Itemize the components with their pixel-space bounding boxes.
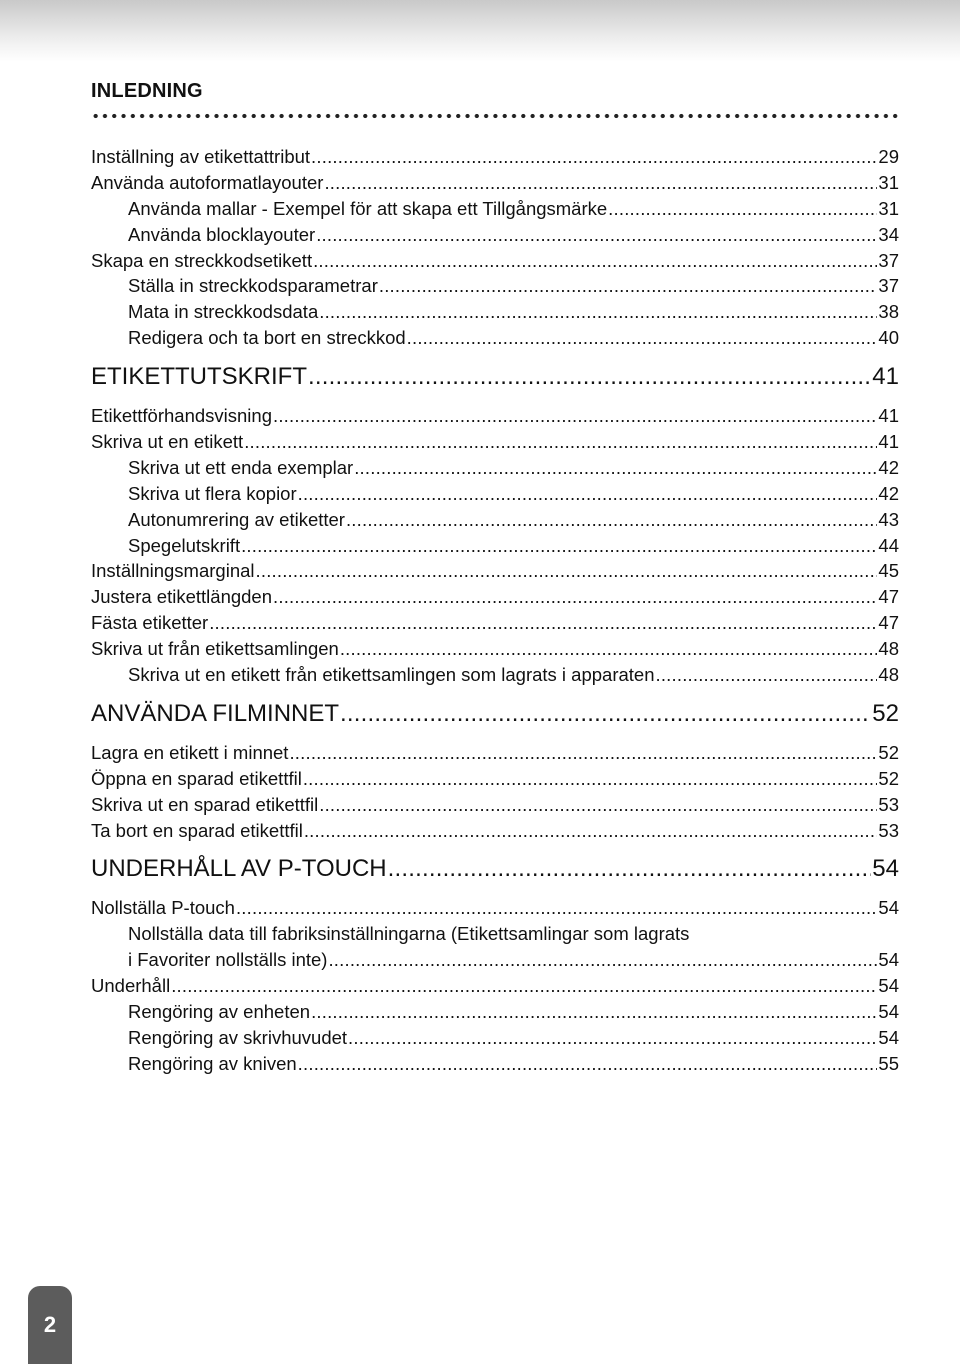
dot-leader	[273, 584, 877, 610]
dot-leader	[308, 359, 871, 395]
dot-leader	[171, 973, 877, 999]
toc-entry-title: Rengöring av enheten	[128, 1001, 311, 1023]
toc-page-number: 41	[872, 363, 899, 391]
toc-entry-title: Redigera och ta bort en streckkod	[128, 327, 406, 349]
dot-leader	[656, 662, 878, 688]
dot-leader	[311, 999, 877, 1025]
toc-entry-title: Nollställa data till fabriksinställningarna (Etikettsamlingar som lagrats	[128, 923, 690, 945]
toc-entry-title: Använda mallar - Exempel för att skapa ett Tillgångsmärke	[128, 197, 608, 219]
toc-page-number: 55	[878, 1052, 899, 1074]
toc-entry[interactable]	[91, 533, 899, 559]
dot-leader	[340, 696, 871, 732]
toc-entry[interactable]	[91, 792, 899, 818]
toc-entry[interactable]	[91, 740, 899, 766]
toc-entry-title: Rengöring av skrivhuvudet	[128, 1027, 348, 1049]
toc-page-number: 42	[878, 482, 899, 504]
toc-entry[interactable]	[91, 403, 899, 429]
toc-page-number: 54	[878, 1001, 899, 1023]
dot-leader	[241, 533, 877, 559]
toc-entry-title: UNDERHÅLL AV P-TOUCH	[91, 855, 387, 883]
toc-entry-title: Fästa etiketter	[91, 612, 209, 634]
toc-entry[interactable]	[91, 636, 899, 662]
toc-page-number: 52	[878, 741, 899, 763]
toc-page-number: 37	[878, 275, 899, 297]
toc-entry[interactable]	[91, 973, 899, 999]
toc-entry-title: Rengöring av kniven	[128, 1052, 297, 1074]
toc-page-number: 47	[878, 586, 899, 608]
toc-entry-title: Inställning av etikettattribut	[91, 146, 311, 167]
toc-entry-title: Skriva ut flera kopior	[128, 482, 297, 504]
toc-page-number: 48	[878, 664, 899, 686]
dot-leader	[328, 947, 877, 973]
toc-entry[interactable]	[91, 273, 899, 299]
toc-entry-title: Använda blocklayouter	[128, 223, 316, 245]
toc-entry-title: Lagra en etikett i minnet	[91, 741, 289, 763]
dot-leader	[313, 248, 877, 274]
toc-page-number: 52	[878, 767, 899, 789]
dot-leader	[319, 299, 877, 325]
toc-entry[interactable]	[91, 248, 899, 274]
toc-entry[interactable]	[91, 507, 899, 533]
dot-leader	[379, 273, 878, 299]
toc-entry[interactable]	[91, 766, 899, 792]
toc-entry[interactable]	[91, 144, 899, 170]
toc-page-number: 52	[872, 699, 899, 727]
dot-leader	[236, 895, 877, 921]
toc-heading[interactable]	[91, 696, 899, 732]
dot-leader	[354, 455, 877, 481]
dot-leader	[608, 196, 877, 222]
toc-page-number: 53	[878, 819, 899, 841]
dot-leader	[388, 851, 872, 887]
toc-page-number: 29	[878, 146, 899, 167]
toc-entry[interactable]	[91, 558, 899, 584]
toc-page-number: 31	[878, 171, 899, 193]
toc-entry-title: Ställa in streckkodsparametrar	[128, 275, 378, 297]
toc-page-number: 41	[878, 431, 899, 453]
toc-entry[interactable]	[91, 455, 899, 481]
toc-entry-title: Justera etikettlängden	[91, 586, 273, 608]
dot-leader	[289, 740, 877, 766]
toc-page-number: 54	[878, 897, 899, 919]
toc-entry-title: Mata in streckkodsdata	[128, 301, 319, 323]
toc-page-number: 45	[878, 560, 899, 582]
toc-page-number: 31	[878, 197, 899, 219]
toc-entry[interactable]	[91, 895, 899, 921]
table-of-contents	[91, 144, 899, 1077]
toc-entry[interactable]	[91, 584, 899, 610]
toc-entry-title: i Favoriter nollställs inte)	[128, 949, 328, 971]
toc-entry-title: Inställningsmarginal	[91, 560, 255, 582]
dot-leader	[298, 481, 878, 507]
dot-leader	[303, 766, 878, 792]
toc-entry[interactable]	[91, 429, 899, 455]
toc-page-number: 40	[878, 327, 899, 349]
toc-entry-title: Skriva ut en etikett från etikettsamlingen som lagrats i apparaten	[128, 664, 655, 686]
toc-entry-title: Autonumrering av etiketter	[128, 508, 345, 530]
toc-entry[interactable]	[91, 921, 899, 947]
toc-entry[interactable]	[91, 818, 899, 844]
toc-entry-title: Etikettförhandsvisning	[91, 405, 272, 427]
toc-entry[interactable]	[91, 299, 899, 325]
toc-entry[interactable]	[91, 170, 899, 196]
toc-entry-title: Nollställa P-touch	[91, 897, 235, 919]
toc-entry[interactable]	[91, 1051, 899, 1077]
toc-page-number: 54	[872, 855, 899, 883]
toc-page-number: 48	[878, 638, 899, 660]
toc-entry-title: Skriva ut från etikettsamlingen	[91, 638, 339, 660]
toc-entry[interactable]	[91, 481, 899, 507]
dot-leader	[244, 429, 877, 455]
page-number: 2	[43, 1312, 57, 1337]
toc-page-number: 53	[878, 793, 899, 815]
toc-heading[interactable]	[91, 359, 899, 395]
toc-page-number: 41	[878, 405, 899, 427]
toc-page-number: 37	[878, 249, 899, 271]
dot-leader	[304, 818, 878, 844]
toc-entry[interactable]	[91, 1025, 899, 1051]
section-label: INLEDNING	[91, 80, 203, 102]
toc-entry[interactable]	[91, 610, 899, 636]
dot-leader	[298, 1051, 878, 1077]
toc-heading[interactable]	[91, 851, 899, 887]
toc-entry-title: Ta bort en sparad etikettfil	[91, 819, 303, 841]
dot-leader	[311, 144, 877, 170]
toc-entry-title: Skriva ut ett enda exemplar	[128, 456, 354, 478]
toc-entry-title: Skriva ut en etikett	[91, 431, 244, 453]
toc-entry-title: Underhåll	[91, 975, 171, 997]
toc-entry-title: Skriva ut en sparad etikettfil	[91, 793, 319, 815]
toc-entry[interactable]	[91, 662, 899, 688]
dot-leader	[273, 403, 877, 429]
toc-entry[interactable]	[91, 947, 899, 973]
toc-entry[interactable]	[91, 999, 899, 1025]
toc-entry[interactable]	[91, 222, 899, 248]
toc-page-number: 42	[878, 456, 899, 478]
toc-entry-title: Spegelutskrift	[128, 534, 241, 556]
toc-entry[interactable]	[91, 196, 899, 222]
toc-page-number: 43	[878, 508, 899, 530]
toc-entry-title: Öppna en sparad etikettfil	[91, 767, 302, 789]
dot-leader	[346, 507, 877, 533]
toc-page-number: 47	[878, 612, 899, 634]
toc-page-number: 54	[878, 949, 899, 971]
dot-leader	[348, 1025, 877, 1051]
toc-page-number: 54	[878, 1027, 899, 1049]
toc-page-number: 44	[878, 534, 899, 556]
toc-entry[interactable]	[91, 325, 899, 351]
dot-leader	[209, 610, 877, 636]
toc-entry-title: ETIKETTUTSKRIFT	[91, 363, 307, 391]
dot-leader	[316, 222, 877, 248]
toc-page-number: 38	[878, 301, 899, 323]
toc-entry-title: Använda autoformatlayouter	[91, 171, 324, 193]
toc-page-number: 34	[878, 223, 899, 245]
toc-page-number: 54	[878, 975, 899, 997]
toc-entry-title: ANVÄNDA FILMINNET	[91, 699, 340, 727]
dot-leader	[319, 792, 877, 818]
dot-leader	[340, 636, 878, 662]
dot-leader	[324, 170, 877, 196]
dot-leader	[407, 325, 878, 351]
dotted-divider	[91, 112, 899, 120]
header-band	[0, 0, 960, 62]
dot-leader	[256, 558, 878, 584]
toc-entry-title: Skapa en streckkodsetikett	[91, 249, 313, 271]
page-number-tab	[28, 1286, 72, 1364]
